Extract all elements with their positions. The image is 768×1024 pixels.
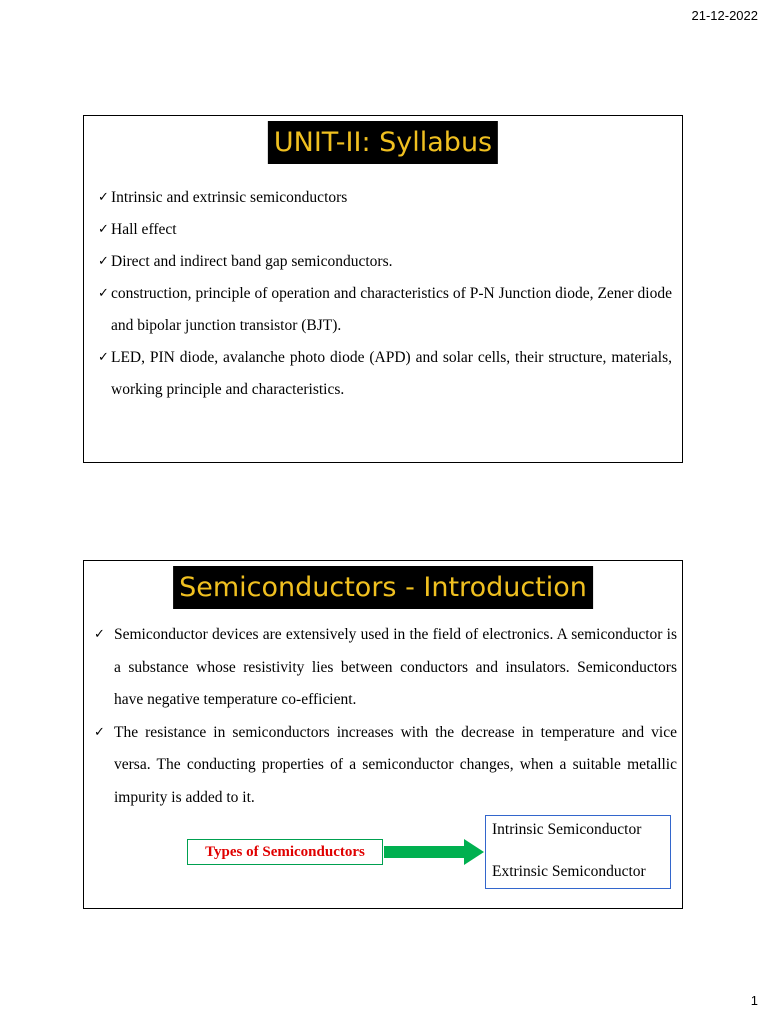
checkmark-icon: ✓ <box>98 254 109 269</box>
list-item-text: construction, principle of operation and characteristics of P-N Junction diode, Zener diode and bipolar junction transistor (BJT). <box>111 285 672 334</box>
intrinsic-semiconductor-label: Intrinsic Semiconductor <box>492 821 642 838</box>
paragraph-text: Semiconductor devices are extensively used in the field of electronics. A semiconductor is a substance whose resistivity lies between conductors and insulators. Semiconductors have negative temperature co-efficient. <box>114 626 677 708</box>
list-item <box>98 214 672 246</box>
list-item-text: Intrinsic and extrinsic semiconductors <box>111 189 348 206</box>
checkmark-icon: ✓ <box>98 222 109 237</box>
list-item <box>98 342 672 406</box>
list-item <box>98 246 672 278</box>
slide-title: Semiconductors - Introduction <box>173 566 593 609</box>
syllabus-list <box>98 182 672 406</box>
list-item-text: Direct and indirect band gap semiconductors. <box>111 253 393 270</box>
semiconductor-types-box <box>485 815 671 889</box>
slide-title: UNIT-II: Syllabus <box>268 121 498 164</box>
list-item-text: Hall effect <box>111 221 177 238</box>
checkmark-icon: ✓ <box>98 286 109 301</box>
paragraph-text: The resistance in semiconductors increases with the decrease in temperature and vice versa. The conducting properties of a semiconductor changes, when a suitable metallic impurity is added to it. <box>114 723 677 806</box>
list-item <box>94 717 677 815</box>
checkmark-icon: ✓ <box>98 190 109 205</box>
list-item <box>98 182 672 214</box>
arrow-right-icon <box>384 839 484 865</box>
intro-list <box>94 619 677 814</box>
page-date: 21-12-2022 <box>691 8 758 23</box>
list-item-text: LED, PIN diode, avalanche photo diode (APD) and solar cells, their structure, materials, working principle and characteristics. <box>111 349 672 398</box>
extrinsic-semiconductor-label: Extrinsic Semiconductor <box>492 863 646 880</box>
page-number: 1 <box>750 993 758 1008</box>
checkmark-icon: ✓ <box>98 350 109 365</box>
list-item <box>94 619 677 717</box>
types-of-semiconductors-label: Types of Semiconductors <box>187 839 383 865</box>
list-item <box>98 278 672 342</box>
checkmark-icon: ✓ <box>94 724 105 740</box>
slide-syllabus <box>83 115 683 463</box>
checkmark-icon: ✓ <box>94 627 105 642</box>
slide-introduction <box>83 560 683 909</box>
